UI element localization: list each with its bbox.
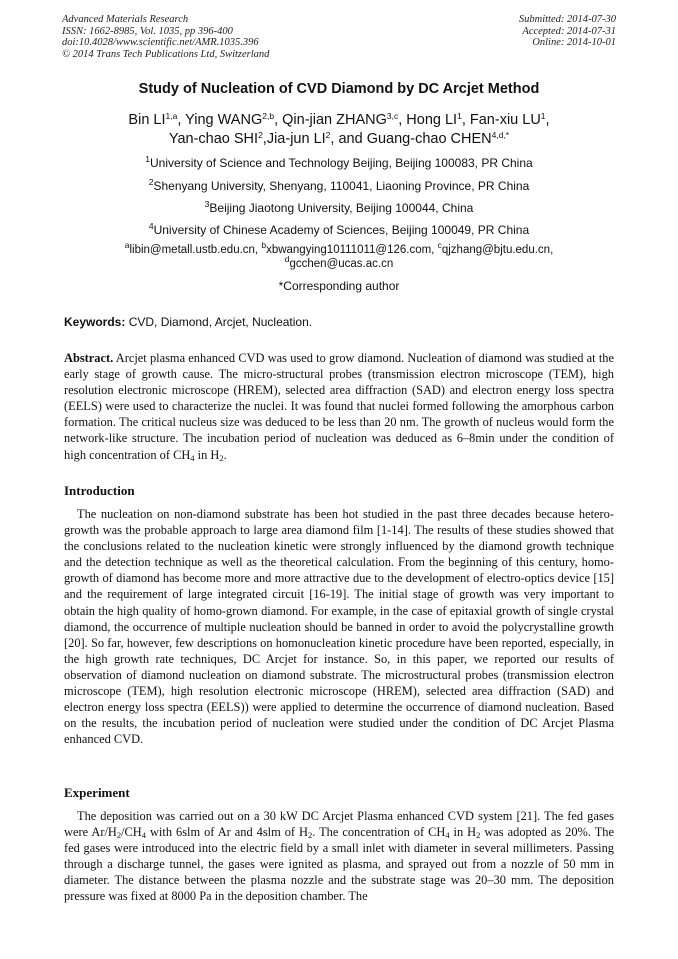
experiment-text-run: The deposition was carried out on a 30 kW DC Arcjet Plasma enhanced CVD system [21]. The fed gases were Ar/H	[64, 809, 614, 840]
affiliation-text: University of Science and Technology Beijing, Beijing 100083, PR China	[150, 156, 533, 170]
subscript: 2	[116, 830, 122, 841]
email-sup: b	[261, 240, 267, 250]
author: Qin-jian ZHANG	[282, 112, 387, 128]
author-sup: 2	[325, 130, 331, 140]
keywords	[64, 315, 312, 329]
introduction-heading: Introduction	[64, 483, 135, 498]
experiment-text-run: /CH	[121, 825, 142, 840]
affiliation-num: 2	[148, 177, 154, 187]
email-sup: d	[284, 254, 290, 264]
email-sup: a	[124, 240, 130, 250]
journal-info	[62, 14, 269, 60]
paper-title: Study of Nucleation of CVD Diamond by DC Arcjet Method	[138, 81, 540, 97]
abstract	[64, 350, 614, 463]
author-sup: 2	[258, 130, 263, 140]
affiliation-3	[0, 201, 678, 215]
issn: ISSN: 1662-8985, Vol. 1035, pp 396-400	[62, 25, 233, 37]
keywords-text: CVD, Diamond, Arcjet, Nucleation.	[128, 315, 313, 329]
subscript: 2	[219, 452, 224, 463]
email-address[interactable]: qjzhang@bjtu.edu.cn,	[441, 244, 554, 256]
experiment-text-run: with 6slm of Ar and 4slm of H	[146, 825, 308, 840]
affiliation-1	[0, 156, 678, 170]
author-sup: 2,b	[262, 111, 275, 121]
author: Jia-jun LI	[266, 131, 326, 147]
online-date: Online: 2014-10-01	[532, 37, 616, 48]
author: Hong LI	[406, 112, 458, 128]
author-sup: 1	[457, 111, 462, 121]
author: Ying WANG	[185, 112, 263, 128]
experiment-text-run: was adopted as 20%. The fed gases were introduced into the electric field by a small inlet with diameter in several millimeters. Passing through a discharge tunnel, the gases were ignited as plasma, and sprayed out from a nozzle of 50 mm in diameter. The distance between the plasma nozzle and the substrate stage was 20–30 mm. The deposition pressure was fixed at 8000 Pa in the deposition chamber. The	[64, 825, 614, 904]
email-address[interactable]: libin@metall.ustb.edu.cn,	[129, 244, 259, 256]
affiliation-text: Shenyang University, Shenyang, 110041, Liaoning Province, PR China	[153, 179, 530, 193]
email-address[interactable]: gcchen@ucas.ac.cn	[289, 258, 394, 270]
corresponding-author-note: *Corresponding author	[278, 279, 400, 293]
subscript: 2	[476, 830, 481, 841]
affiliation-num: 4	[148, 221, 154, 231]
subscript: 4	[190, 452, 195, 463]
email-address[interactable]: xbwangying10111011@126.com,	[266, 244, 435, 256]
keywords-label: Keywords:	[64, 315, 126, 329]
copyright: © 2014 Trans Tech Publications Ltd, Switzerland	[62, 48, 270, 60]
experiment-text-run: . The concentration of CH	[312, 825, 446, 840]
introduction-text: The nucleation on non-diamond substrate has been hot studied in the past three decades because hetero-growth was the probable approach to large area diamond film [1-14]. The results of these studies showed that the conclusions related to the nucleation kinetic were strongly influenced by the diamond growth technique and the detection technique as well as the theoretical calculation. From the beginning of this century, homo-growth of diamond has become more and more attractive due to the development of electro-optics device [15] and the requirement of large integrated circuit [16-19]. The initial stage of growth was very important to obtain the high quality of homo-grown diamond. For example, in the case of epitaxial growth of single crystal diamond, the occurrence of multiple nucleation should be banned in order to avoid the polycrystalline growth [20]. So far, however, few descriptions on homonucleation kinetic procedure have been reported, especially, in the high growth rate techniques, DC Arcjet for instance. So, in this paper, we reported our results of observation of diamond nucleation on diamond substrate. The microstructural probes (transmission electron microscope (TEM), high resolution electronic microscope (HREM), selected area diffraction (SAD) and electron energy loss spectra (EELS)) were applied to determine the occurrence of diamond nucleation. Based on the results, the incubation period of nucleation were studied under the condition of DC Arcjet Plasma enhanced CVD.	[64, 507, 614, 747]
subscript: 4	[141, 830, 146, 841]
affiliation-4	[0, 223, 678, 237]
journal-name: Advanced Materials Research	[62, 14, 189, 25]
experiment-text-run: in H	[449, 825, 477, 840]
author-sup: 1	[540, 111, 546, 121]
subscript: 2	[308, 830, 313, 841]
submitted-date: Submitted: 2014-07-30	[518, 14, 616, 25]
email-sup: c	[437, 240, 442, 250]
author-conjunction: and	[338, 131, 363, 147]
author: Guang-chao CHEN	[366, 131, 492, 147]
abstract-label: Abstract.	[64, 351, 114, 365]
affiliation-num: 3	[204, 199, 210, 209]
doi[interactable]: doi:10.4028/www.scientific.net/AMR.1035.396	[62, 37, 259, 48]
abstract-text: Arcjet plasma enhanced CVD was used to grow diamond. Nucleation of diamond was studied at the early stage of growth cause. The micro-structural probes (transmission electron microscope (TEM), high resolution electronic microscope (HREM), selected area diffraction (SAD) and electron energy loss spectra (EELS) were used to characterize the nuclei. It was found that nuclei formed following the amorphous carbon formation. The critical nucleus size was deduced to be less than 20 nm. The growth of nucleus would form the network-like structure. The incubation period of nucleation was deduced as 6–8min under the condition of high concentration of CH	[64, 351, 614, 462]
author: Bin LI	[128, 112, 166, 128]
experiment-text	[64, 808, 614, 905]
author: Fan-xiu LU	[469, 112, 541, 128]
experiment-heading: Experiment	[64, 785, 130, 800]
date-info	[519, 14, 616, 49]
author-sup: 1,a	[165, 111, 178, 121]
subscript: 4	[445, 830, 450, 841]
abstract-text: .	[223, 447, 227, 462]
affiliation-2	[0, 179, 678, 193]
author: Yan-chao SHI	[168, 131, 259, 147]
author-sup: 4,d,*	[491, 130, 510, 140]
affiliation-text: Beijing Jiaotong University, Beijing 100044, China	[209, 201, 474, 215]
affiliation-num: 1	[145, 154, 151, 164]
author-sup: 3,c	[386, 111, 399, 121]
email-list	[80, 240, 598, 271]
affiliation-text: University of Chinese Academy of Sciences, Beijing 100049, PR China	[153, 223, 530, 237]
abstract-text: in H	[194, 447, 220, 462]
author-list: Bin LI$^{1,a}$, Ying WANG$^{2,b}$, Qin-jian ZHANG$^{3,c}$, Hong $LI^1$, Fan-xiu $LU^1$, Yan-chao SHI$^2$,Jia-jun $LI^2$, and Guang-chao $CHEN^{4,d,*}$	[128, 111, 550, 147]
accepted-date: Accepted: 2014-07-31	[522, 25, 616, 37]
